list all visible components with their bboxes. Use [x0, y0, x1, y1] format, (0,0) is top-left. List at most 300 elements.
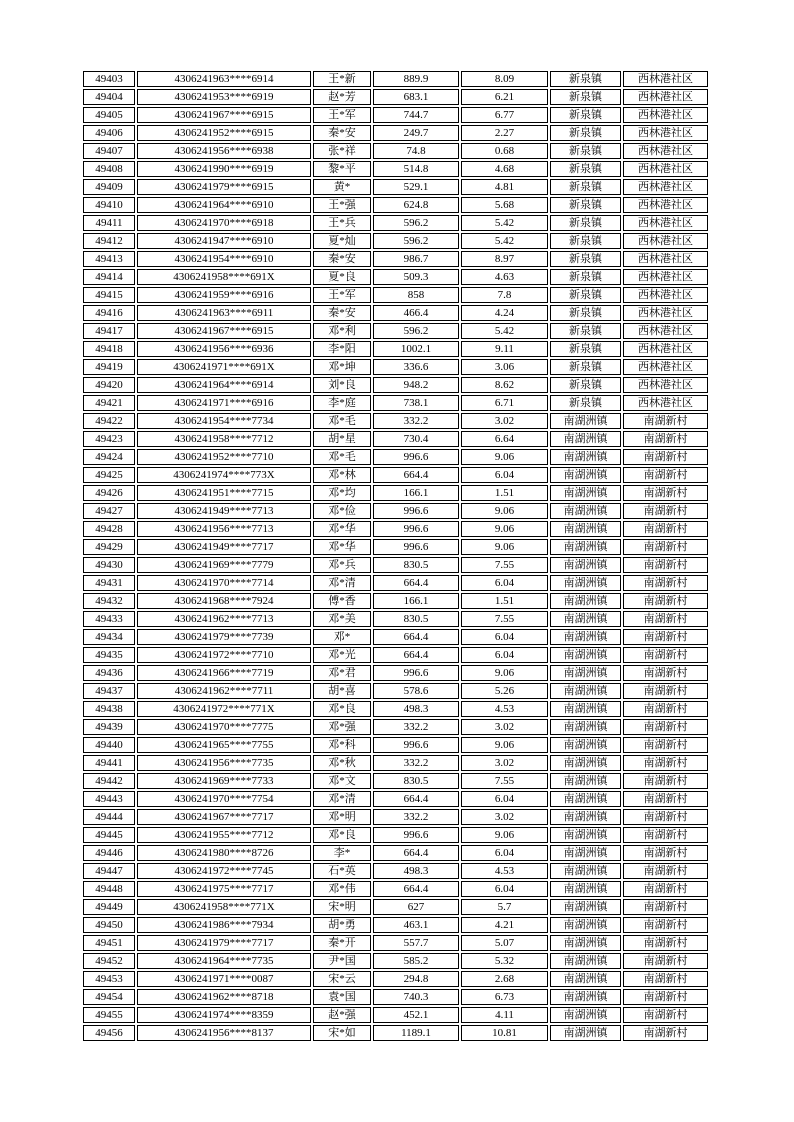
cell-seq: 49449	[83, 899, 135, 915]
cell-name: 邓*林	[313, 467, 371, 483]
cell-name: 秦*安	[313, 251, 371, 267]
cell-seq: 49437	[83, 683, 135, 699]
cell-name: 胡*勇	[313, 917, 371, 933]
cell-id-number: 4306241962****7713	[137, 611, 311, 627]
cell-village: 西林港社区	[623, 215, 708, 231]
cell-amount: 74.8	[373, 143, 459, 159]
table-row	[83, 251, 708, 267]
cell-id-number: 4306241969****7779	[137, 557, 311, 573]
cell-town: 新泉镇	[550, 233, 621, 249]
cell-id-number: 4306241970****7775	[137, 719, 311, 735]
table-row	[83, 395, 708, 411]
cell-amount: 664.4	[373, 881, 459, 897]
cell-seq: 49440	[83, 737, 135, 753]
cell-name: 邓*良	[313, 701, 371, 717]
cell-ratio: 7.8	[461, 287, 548, 303]
cell-town: 新泉镇	[550, 197, 621, 213]
cell-ratio: 7.55	[461, 557, 548, 573]
cell-village: 南湖新村	[623, 881, 708, 897]
table-row	[83, 917, 708, 933]
cell-village: 南湖新村	[623, 755, 708, 771]
cell-seq: 49442	[83, 773, 135, 789]
cell-amount: 830.5	[373, 557, 459, 573]
cell-town: 新泉镇	[550, 395, 621, 411]
cell-name: 邓*	[313, 629, 371, 645]
cell-town: 南湖洲镇	[550, 1007, 621, 1023]
cell-name: 李*	[313, 845, 371, 861]
cell-amount: 627	[373, 899, 459, 915]
cell-seq: 49444	[83, 809, 135, 825]
cell-amount: 463.1	[373, 917, 459, 933]
cell-village: 南湖新村	[623, 863, 708, 879]
cell-name: 王*军	[313, 107, 371, 123]
cell-amount: 683.1	[373, 89, 459, 105]
cell-village: 南湖新村	[623, 989, 708, 1005]
cell-amount: 996.6	[373, 449, 459, 465]
table-row	[83, 791, 708, 807]
cell-ratio: 5.68	[461, 197, 548, 213]
cell-ratio: 1.51	[461, 593, 548, 609]
cell-amount: 744.7	[373, 107, 459, 123]
table-row	[83, 125, 708, 141]
cell-amount: 664.4	[373, 467, 459, 483]
cell-amount: 498.3	[373, 701, 459, 717]
cell-village: 西林港社区	[623, 341, 708, 357]
cell-town: 南湖洲镇	[550, 503, 621, 519]
cell-town: 南湖洲镇	[550, 611, 621, 627]
cell-amount: 740.3	[373, 989, 459, 1005]
cell-amount: 332.2	[373, 755, 459, 771]
cell-name: 王*强	[313, 197, 371, 213]
cell-id-number: 4306241972****7710	[137, 647, 311, 663]
table-row	[83, 107, 708, 123]
cell-name: 邓*文	[313, 773, 371, 789]
cell-town: 南湖洲镇	[550, 647, 621, 663]
cell-name: 黎*平	[313, 161, 371, 177]
cell-seq: 49443	[83, 791, 135, 807]
cell-name: 刘*良	[313, 377, 371, 393]
cell-town: 新泉镇	[550, 125, 621, 141]
table-row	[83, 737, 708, 753]
cell-seq: 49410	[83, 197, 135, 213]
cell-seq: 49406	[83, 125, 135, 141]
cell-town: 南湖洲镇	[550, 467, 621, 483]
cell-village: 南湖新村	[623, 665, 708, 681]
cell-seq: 49412	[83, 233, 135, 249]
cell-village: 南湖新村	[623, 539, 708, 555]
cell-ratio: 4.53	[461, 701, 548, 717]
cell-name: 尹*国	[313, 953, 371, 969]
cell-town: 南湖洲镇	[550, 539, 621, 555]
cell-id-number: 4306241963****6914	[137, 71, 311, 87]
cell-town: 南湖洲镇	[550, 557, 621, 573]
table-row	[83, 755, 708, 771]
cell-name: 邓*华	[313, 539, 371, 555]
cell-amount: 596.2	[373, 323, 459, 339]
cell-ratio: 6.77	[461, 107, 548, 123]
table-row	[83, 233, 708, 249]
cell-seq: 49451	[83, 935, 135, 951]
cell-name: 秦*安	[313, 125, 371, 141]
cell-town: 新泉镇	[550, 269, 621, 285]
table-row	[83, 197, 708, 213]
cell-name: 邓*良	[313, 827, 371, 843]
cell-village: 南湖新村	[623, 701, 708, 717]
cell-village: 西林港社区	[623, 377, 708, 393]
cell-town: 南湖洲镇	[550, 863, 621, 879]
cell-amount: 664.4	[373, 791, 459, 807]
table-row	[83, 593, 708, 609]
cell-village: 南湖新村	[623, 449, 708, 465]
cell-amount: 986.7	[373, 251, 459, 267]
cell-amount: 996.6	[373, 539, 459, 555]
cell-id-number: 4306241966****7719	[137, 665, 311, 681]
cell-name: 王*军	[313, 287, 371, 303]
cell-id-number: 4306241971****0087	[137, 971, 311, 987]
cell-town: 新泉镇	[550, 323, 621, 339]
cell-village: 南湖新村	[623, 809, 708, 825]
cell-seq: 49404	[83, 89, 135, 105]
table-row	[83, 305, 708, 321]
cell-village: 南湖新村	[623, 503, 708, 519]
cell-amount: 996.6	[373, 521, 459, 537]
cell-ratio: 9.06	[461, 539, 548, 555]
cell-amount: 466.4	[373, 305, 459, 321]
table-row	[83, 1025, 708, 1041]
cell-seq: 49405	[83, 107, 135, 123]
cell-id-number: 4306241970****7714	[137, 575, 311, 591]
cell-id-number: 4306241949****7713	[137, 503, 311, 519]
table-row	[83, 647, 708, 663]
cell-amount: 830.5	[373, 773, 459, 789]
cell-village: 南湖新村	[623, 899, 708, 915]
cell-town: 南湖洲镇	[550, 521, 621, 537]
cell-id-number: 4306241965****7755	[137, 737, 311, 753]
cell-ratio: 9.06	[461, 449, 548, 465]
cell-seq: 49422	[83, 413, 135, 429]
cell-village: 西林港社区	[623, 305, 708, 321]
cell-ratio: 4.81	[461, 179, 548, 195]
table-row	[83, 467, 708, 483]
cell-id-number: 4306241974****8359	[137, 1007, 311, 1023]
cell-amount: 948.2	[373, 377, 459, 393]
cell-id-number: 4306241947****6910	[137, 233, 311, 249]
cell-town: 新泉镇	[550, 161, 621, 177]
cell-name: 胡*星	[313, 431, 371, 447]
cell-id-number: 4306241955****7712	[137, 827, 311, 843]
cell-name: 邓*均	[313, 485, 371, 501]
records-table-body	[83, 71, 708, 1041]
cell-id-number: 4306241986****7934	[137, 917, 311, 933]
cell-ratio: 6.64	[461, 431, 548, 447]
cell-town: 南湖洲镇	[550, 1025, 621, 1041]
cell-amount: 166.1	[373, 485, 459, 501]
cell-town: 南湖洲镇	[550, 701, 621, 717]
cell-town: 南湖洲镇	[550, 827, 621, 843]
cell-name: 邓*光	[313, 647, 371, 663]
table-row	[83, 701, 708, 717]
cell-name: 邓*科	[313, 737, 371, 753]
cell-id-number: 4306241964****6910	[137, 197, 311, 213]
cell-seq: 49436	[83, 665, 135, 681]
cell-village: 南湖新村	[623, 647, 708, 663]
cell-seq: 49419	[83, 359, 135, 375]
cell-village: 南湖新村	[623, 719, 708, 735]
cell-name: 邓*美	[313, 611, 371, 627]
cell-seq: 49403	[83, 71, 135, 87]
cell-name: 邓*君	[313, 665, 371, 681]
cell-ratio: 3.02	[461, 755, 548, 771]
cell-id-number: 4306241956****7735	[137, 755, 311, 771]
cell-name: 夏*灿	[313, 233, 371, 249]
cell-ratio: 6.04	[461, 791, 548, 807]
cell-id-number: 4306241958****771X	[137, 899, 311, 915]
cell-id-number: 4306241959****6916	[137, 287, 311, 303]
cell-name: 夏*良	[313, 269, 371, 285]
cell-seq: 49453	[83, 971, 135, 987]
cell-name: 王*兵	[313, 215, 371, 231]
table-row	[83, 413, 708, 429]
cell-ratio: 8.09	[461, 71, 548, 87]
cell-ratio: 2.68	[461, 971, 548, 987]
cell-name: 邓*华	[313, 521, 371, 537]
cell-id-number: 4306241962****7711	[137, 683, 311, 699]
table-row	[83, 719, 708, 735]
cell-ratio: 6.04	[461, 881, 548, 897]
cell-seq: 49456	[83, 1025, 135, 1041]
cell-seq: 49418	[83, 341, 135, 357]
cell-seq: 49429	[83, 539, 135, 555]
cell-town: 南湖洲镇	[550, 935, 621, 951]
cell-id-number: 4306241956****6936	[137, 341, 311, 357]
cell-id-number: 4306241953****6919	[137, 89, 311, 105]
cell-ratio: 6.04	[461, 845, 548, 861]
cell-ratio: 6.21	[461, 89, 548, 105]
cell-ratio: 0.68	[461, 143, 548, 159]
cell-name: 宋*云	[313, 971, 371, 987]
cell-seq: 49455	[83, 1007, 135, 1023]
cell-ratio: 4.24	[461, 305, 548, 321]
cell-ratio: 6.71	[461, 395, 548, 411]
cell-town: 新泉镇	[550, 251, 621, 267]
cell-amount: 509.3	[373, 269, 459, 285]
cell-seq: 49431	[83, 575, 135, 591]
cell-ratio: 3.02	[461, 809, 548, 825]
cell-seq: 49448	[83, 881, 135, 897]
cell-name: 邓*清	[313, 575, 371, 591]
cell-village: 南湖新村	[623, 845, 708, 861]
cell-town: 南湖洲镇	[550, 575, 621, 591]
cell-name: 张*祥	[313, 143, 371, 159]
cell-amount: 858	[373, 287, 459, 303]
cell-seq: 49435	[83, 647, 135, 663]
cell-id-number: 4306241952****6915	[137, 125, 311, 141]
table-row	[83, 503, 708, 519]
cell-amount: 557.7	[373, 935, 459, 951]
cell-seq: 49423	[83, 431, 135, 447]
cell-name: 石*英	[313, 863, 371, 879]
cell-name: 邓*兵	[313, 557, 371, 573]
table-row	[83, 845, 708, 861]
cell-seq: 49439	[83, 719, 135, 735]
cell-village: 南湖新村	[623, 773, 708, 789]
cell-id-number: 4306241967****6915	[137, 323, 311, 339]
cell-village: 南湖新村	[623, 575, 708, 591]
table-row	[83, 359, 708, 375]
cell-ratio: 6.73	[461, 989, 548, 1005]
cell-ratio: 5.42	[461, 233, 548, 249]
cell-amount: 889.9	[373, 71, 459, 87]
cell-ratio: 6.04	[461, 629, 548, 645]
table-row	[83, 935, 708, 951]
table-row	[83, 881, 708, 897]
cell-town: 南湖洲镇	[550, 881, 621, 897]
cell-ratio: 3.06	[461, 359, 548, 375]
cell-ratio: 9.06	[461, 503, 548, 519]
cell-town: 南湖洲镇	[550, 665, 621, 681]
cell-village: 南湖新村	[623, 413, 708, 429]
table-row	[83, 809, 708, 825]
cell-village: 西林港社区	[623, 179, 708, 195]
cell-amount: 596.2	[373, 233, 459, 249]
cell-name: 邓*明	[313, 809, 371, 825]
cell-town: 南湖洲镇	[550, 989, 621, 1005]
table-row	[83, 1007, 708, 1023]
cell-seq: 49415	[83, 287, 135, 303]
cell-id-number: 4306241979****6915	[137, 179, 311, 195]
cell-id-number: 4306241949****7717	[137, 539, 311, 555]
cell-seq: 49430	[83, 557, 135, 573]
table-row	[83, 953, 708, 969]
table-row	[83, 269, 708, 285]
cell-town: 新泉镇	[550, 377, 621, 393]
cell-seq: 49424	[83, 449, 135, 465]
cell-id-number: 4306241956****8137	[137, 1025, 311, 1041]
cell-ratio: 4.53	[461, 863, 548, 879]
records-table	[81, 69, 710, 1043]
table-row	[83, 683, 708, 699]
cell-town: 南湖洲镇	[550, 593, 621, 609]
cell-village: 西林港社区	[623, 395, 708, 411]
table-row	[83, 575, 708, 591]
cell-name: 邓*毛	[313, 413, 371, 429]
cell-ratio: 9.06	[461, 665, 548, 681]
cell-seq: 49452	[83, 953, 135, 969]
cell-ratio: 9.06	[461, 827, 548, 843]
cell-name: 赵*强	[313, 1007, 371, 1023]
cell-ratio: 8.97	[461, 251, 548, 267]
cell-ratio: 5.42	[461, 215, 548, 231]
cell-village: 西林港社区	[623, 251, 708, 267]
cell-village: 南湖新村	[623, 953, 708, 969]
cell-name: 宋*如	[313, 1025, 371, 1041]
cell-amount: 514.8	[373, 161, 459, 177]
table-row	[83, 449, 708, 465]
cell-amount: 332.2	[373, 413, 459, 429]
cell-town: 南湖洲镇	[550, 953, 621, 969]
table-row	[83, 179, 708, 195]
cell-town: 新泉镇	[550, 71, 621, 87]
cell-seq: 49446	[83, 845, 135, 861]
cell-id-number: 4306241971****6916	[137, 395, 311, 411]
cell-town: 南湖洲镇	[550, 791, 621, 807]
cell-town: 新泉镇	[550, 287, 621, 303]
cell-village: 南湖新村	[623, 935, 708, 951]
cell-town: 南湖洲镇	[550, 629, 621, 645]
cell-id-number: 4306241972****771X	[137, 701, 311, 717]
cell-seq: 49434	[83, 629, 135, 645]
cell-village: 南湖新村	[623, 521, 708, 537]
cell-seq: 49428	[83, 521, 135, 537]
cell-town: 南湖洲镇	[550, 413, 621, 429]
cell-amount: 529.1	[373, 179, 459, 195]
cell-id-number: 4306241954****7734	[137, 413, 311, 429]
cell-id-number: 4306241979****7739	[137, 629, 311, 645]
cell-amount: 830.5	[373, 611, 459, 627]
cell-ratio: 3.02	[461, 413, 548, 429]
cell-seq: 49420	[83, 377, 135, 393]
cell-id-number: 4306241964****6914	[137, 377, 311, 393]
cell-town: 南湖洲镇	[550, 431, 621, 447]
table-row	[83, 971, 708, 987]
cell-name: 邓*清	[313, 791, 371, 807]
cell-seq: 49414	[83, 269, 135, 285]
table-row	[83, 611, 708, 627]
cell-town: 新泉镇	[550, 107, 621, 123]
cell-village: 南湖新村	[623, 1007, 708, 1023]
cell-town: 南湖洲镇	[550, 773, 621, 789]
cell-amount: 332.2	[373, 809, 459, 825]
cell-amount: 336.6	[373, 359, 459, 375]
cell-name: 邓*秋	[313, 755, 371, 771]
table-row	[83, 521, 708, 537]
cell-town: 南湖洲镇	[550, 899, 621, 915]
table-row	[83, 323, 708, 339]
cell-amount: 624.8	[373, 197, 459, 213]
cell-amount: 730.4	[373, 431, 459, 447]
cell-amount: 578.6	[373, 683, 459, 699]
cell-id-number: 4306241963****6911	[137, 305, 311, 321]
cell-amount: 452.1	[373, 1007, 459, 1023]
cell-ratio: 4.68	[461, 161, 548, 177]
cell-amount: 596.2	[373, 215, 459, 231]
cell-id-number: 4306241990****6919	[137, 161, 311, 177]
cell-name: 袁*国	[313, 989, 371, 1005]
cell-town: 南湖洲镇	[550, 845, 621, 861]
cell-id-number: 4306241969****7733	[137, 773, 311, 789]
cell-town: 新泉镇	[550, 89, 621, 105]
table-row	[83, 341, 708, 357]
cell-id-number: 4306241971****691X	[137, 359, 311, 375]
cell-amount: 585.2	[373, 953, 459, 969]
cell-seq: 49426	[83, 485, 135, 501]
cell-name: 赵*芳	[313, 89, 371, 105]
cell-id-number: 4306241975****7717	[137, 881, 311, 897]
cell-village: 西林港社区	[623, 71, 708, 87]
cell-name: 邓*俭	[313, 503, 371, 519]
cell-name: 李*庭	[313, 395, 371, 411]
cell-village: 南湖新村	[623, 629, 708, 645]
table-row	[83, 161, 708, 177]
cell-name: 李*阳	[313, 341, 371, 357]
table-row	[83, 485, 708, 501]
table-row	[83, 827, 708, 843]
cell-amount: 664.4	[373, 629, 459, 645]
cell-ratio: 9.06	[461, 737, 548, 753]
cell-village: 西林港社区	[623, 161, 708, 177]
cell-village: 西林港社区	[623, 197, 708, 213]
cell-amount: 294.8	[373, 971, 459, 987]
